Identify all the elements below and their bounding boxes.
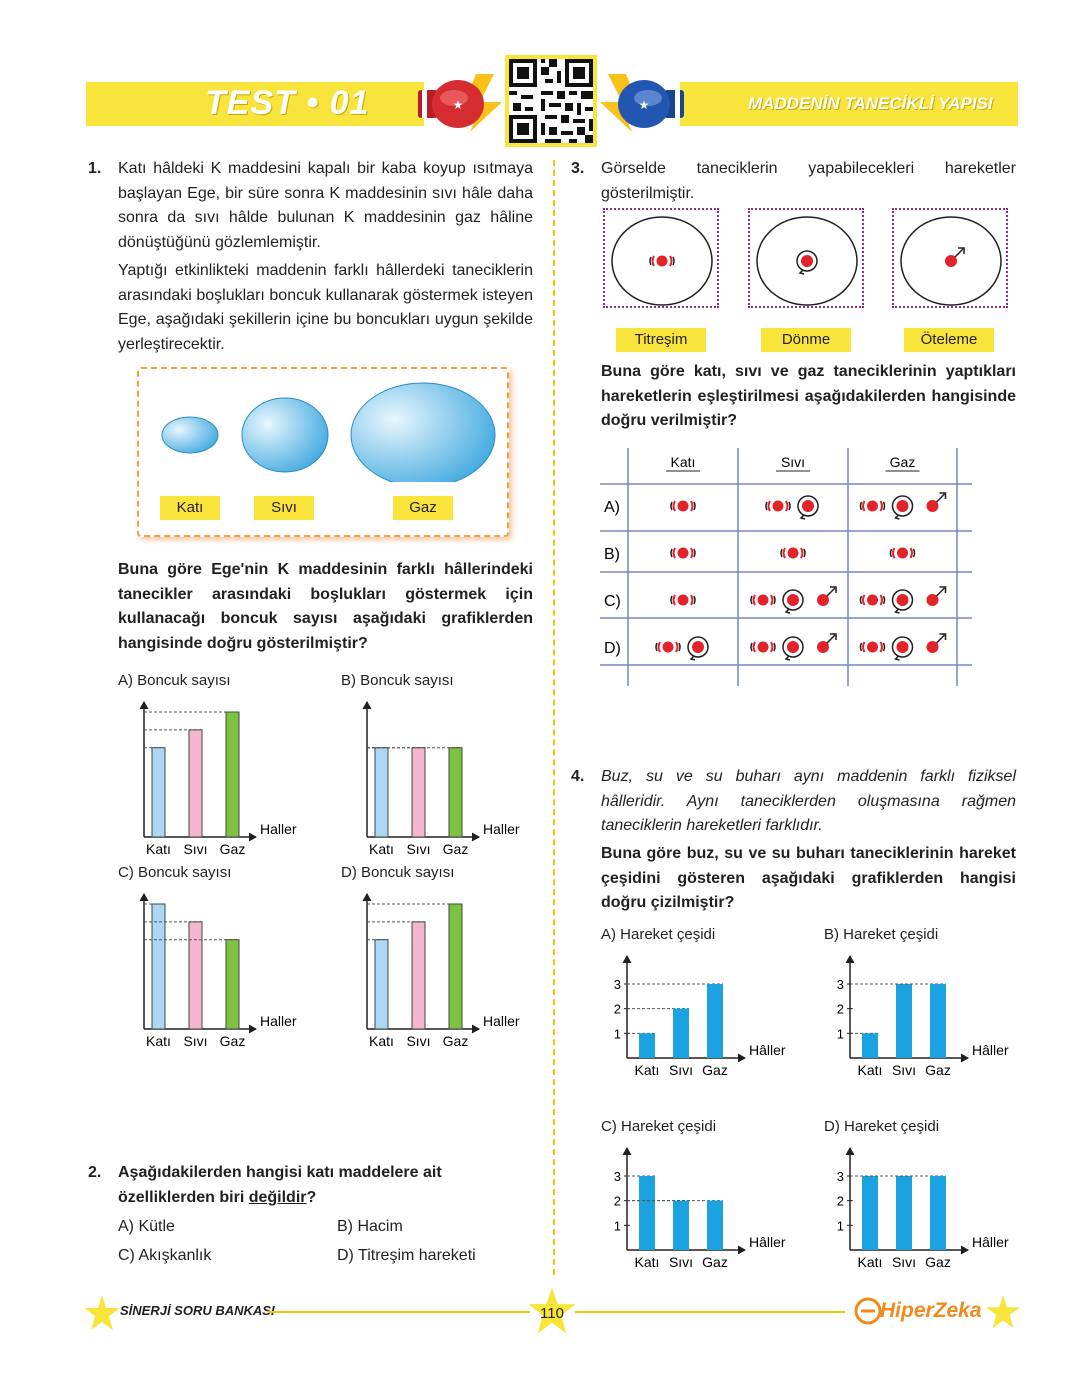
q2-question-mark: ? [306,1188,317,1206]
translation-icon [817,634,836,653]
footer-line-right [575,1311,845,1313]
rotation-icon [783,590,803,613]
x-axis-arrow [472,833,479,841]
rotation-icon [798,496,818,519]
x-axis-arrow [961,1246,968,1254]
motion-demo-rotation [750,210,862,306]
x-axis-label: Haller [483,1013,520,1029]
y-tick-label: 3 [836,977,844,992]
bar-chart-4 [601,946,811,1106]
star-left-icon [82,1293,122,1333]
chart-title-0: A) Boncuk sayısı [118,672,231,689]
chart-title-6: C) Hareket çeşidi [601,1118,717,1135]
q2-question-text: Aşağıdakilerden hangisi katı maddelere ait özelliklerden biri [118,1164,442,1206]
x-tick-label: Gaz [442,841,469,857]
y-axis-arrow [363,702,371,709]
star-right-icon [984,1293,1022,1331]
y-tick-label: 1 [613,1026,621,1042]
translation-icon [817,587,836,606]
q2-number: 2. [88,1164,102,1181]
translation-icon [927,634,946,653]
chart-title-7: D) Hareket çeşidi [824,1118,940,1135]
x-axis-label: Hâller [972,1042,1009,1058]
x-tick-label: Sıvı [668,1062,694,1078]
y-tick-label: 2 [613,1001,621,1017]
row-label-a: A) [604,499,620,516]
x-axis-label: Hâller [749,1042,786,1058]
footer-line-left [268,1311,530,1313]
motion-label-rotation: Dönme [761,328,851,352]
translation-icon [927,587,946,606]
q1-paragraph-1: Katı hâldeki K maddesini kapalı bir kaba koyup ısıtmaya başlayan Ege, bir süre sonra K maddesinin sıvı hâle daha sonra da sıvı hâlde bulunan K maddesinin gaz hâline dönüştüğünü gözlemlemiştir. [118,160,533,251]
y-tick-label: 2 [613,1193,621,1209]
row-label-b: B) [604,546,620,563]
bar-katı [862,1033,878,1058]
y-tick-label: 2 [836,1001,844,1017]
x-tick-label: Katı [634,1062,660,1078]
x-tick-label: Sıvı [891,1062,917,1078]
y-axis-arrow [846,1148,854,1155]
y-tick-label: 3 [613,977,621,992]
y-axis-arrow [140,894,148,901]
y-axis-arrow [846,956,854,963]
bar-katı [375,748,388,837]
y-tick-label: 1 [836,1026,844,1042]
brand-logo-icon [853,1296,883,1326]
bar-gaz [930,1176,946,1250]
bar-katı [152,904,165,1029]
bar-gaz [449,904,462,1029]
y-tick-label: 1 [836,1218,844,1234]
x-tick-label: Sıvı [891,1254,917,1270]
bar-chart-0 [118,692,318,862]
chart-title-2: C) Boncuk sayısı [118,864,232,881]
shape-label-gas: Gaz [393,496,453,520]
motion-box-vibration [603,208,719,308]
vibration-icon [671,548,695,559]
bar-sıvı [673,1201,689,1250]
table-header: Katı [670,454,696,470]
x-tick-label: Katı [369,841,394,857]
bar-chart-2 [118,884,318,1054]
bar-sıvı [896,1176,912,1250]
bar-katı [375,940,388,1029]
x-tick-label: Gaz [442,1033,469,1049]
bar-chart-1 [341,692,541,862]
shape-label-liquid: Sıvı [254,496,314,520]
motion-box-translation [892,208,1008,308]
q3-number: 3. [571,160,585,177]
q1-question: Buna göre Ege'nin K maddesinin farklı hâllerindeki tanecikler arasındaki boşlukları göstermek için kullanacağı boncuk sayısı aşağıdaki grafiklerden hangisinde doğru gösterilmiştir? [118,561,533,652]
q3-answer-table [600,446,975,688]
bar-chart-7 [824,1138,1034,1298]
q1-paragraph-2: Yaptığı etkinlikteki maddenin farklı hâllerdeki taneciklerin arasındaki boşlukları boncuk kullanarak göstermek isteyen Ege, aşağıdaki şekillerin içine bu boncukları uygun şekilde yerleştirecektir. [118,262,533,353]
q2-option-a[interactable]: A) Kütle [118,1218,175,1235]
qr-code-icon [509,59,593,143]
x-tick-label: Katı [369,1033,394,1049]
x-tick-label: Katı [146,841,171,857]
vibration-icon [751,595,775,606]
x-tick-label: Gaz [702,1254,728,1270]
q2-negation: değildir [248,1188,307,1206]
x-axis-label: Haller [260,1013,297,1029]
y-tick-label: 2 [836,1193,844,1209]
bar-gaz [930,984,946,1058]
rotation-icon [783,637,803,660]
bar-katı [639,1033,655,1058]
vibration-icon [891,548,915,559]
y-axis-arrow [363,894,371,901]
svg-text:★: ★ [452,98,464,112]
rotation-icon [688,637,708,660]
x-tick-label: Sıvı [668,1254,694,1270]
vibration-icon [671,501,695,512]
topic-title: MADDENİN TANECİKLİ YAPISI [748,94,993,113]
x-axis-label: Hâller [749,1234,786,1250]
y-axis-arrow [623,956,631,963]
test-title: TEST • 01 [205,84,370,122]
bar-gaz [226,940,239,1029]
q2-question [118,1161,538,1210]
bar-gaz [449,748,462,837]
x-tick-label: Sıvı [183,841,208,857]
series-name: SİNERJİ SORU BANKASI [120,1303,275,1318]
x-axis-arrow [738,1054,745,1062]
q2-option-d[interactable]: D) Titreşim hareketi [337,1247,476,1264]
x-tick-label: Katı [634,1254,660,1270]
rotation-icon [893,496,913,519]
x-tick-label: Gaz [219,841,246,857]
vibration-icon [861,501,885,512]
rotation-icon [893,590,913,613]
x-axis-arrow [249,1025,256,1033]
x-tick-label: Sıvı [406,841,431,857]
motion-label-vibration: Titreşim [616,328,706,352]
bar-gaz [226,712,239,837]
liquid-shape [242,398,328,472]
y-axis-arrow [623,1148,631,1155]
motion-demo-vibration [605,210,717,306]
bar-katı [639,1176,655,1250]
motion-demo-translation [894,210,1006,306]
q2-option-c[interactable]: C) Akışkanlık [118,1247,212,1264]
red-boxing-glove-icon [416,72,508,134]
qr-code[interactable] [505,55,597,147]
x-tick-label: Gaz [219,1033,246,1049]
shape-label-solid: Katı [160,496,220,520]
chart-title-5: B) Hareket çeşidi [824,926,939,943]
x-axis-arrow [961,1054,968,1062]
chart-title-3: D) Boncuk sayısı [341,864,455,881]
q3-intro: Görselde taneciklerin yapabilecekleri hareketler gösterilmiştir. [601,160,1016,202]
bar-sıvı [412,748,425,837]
bar-sıvı [412,922,425,1029]
vibration-icon [751,642,775,653]
bar-chart-5 [824,946,1034,1106]
q1-number: 1. [88,160,102,177]
x-axis-arrow [738,1246,745,1254]
rotation-icon [893,637,913,660]
chart-title-4: A) Hareket çeşidi [601,926,716,943]
vibration-icon [671,595,695,606]
solid-shape [162,417,218,453]
y-tick-label: 1 [613,1218,621,1234]
bar-gaz [707,1201,723,1250]
bead-shapes [140,372,502,482]
row-label-c: C) [604,593,621,610]
bar-sıvı [896,984,912,1058]
vibration-icon [781,548,805,559]
x-axis-arrow [472,1025,479,1033]
vibration-icon [766,501,790,512]
q4-number: 4. [571,768,585,785]
bar-sıvı [673,1009,689,1058]
y-axis-arrow [140,702,148,709]
bar-katı [152,748,165,837]
bar-chart-6 [601,1138,811,1298]
vibration-icon [861,642,885,653]
page-number: 110 [540,1305,564,1322]
q2-option-b[interactable]: B) Hacim [337,1218,403,1235]
x-tick-label: Katı [857,1062,883,1078]
x-tick-label: Sıvı [183,1033,208,1049]
table-header: Sıvı [780,454,806,470]
q4-intro: Buz, su ve su buharı aynı maddenin farklı fiziksel hâlleridir. Aynı taneciklerden oluşmasına rağmen taneciklerin hareketleri farklıdır. [601,768,1016,834]
y-tick-label: 3 [613,1169,621,1184]
x-tick-label: Gaz [925,1254,951,1270]
bar-katı [862,1176,878,1250]
x-tick-label: Gaz [925,1062,951,1078]
bar-sıvı [189,730,202,837]
vibration-icon [861,595,885,606]
x-tick-label: Gaz [702,1062,728,1078]
x-axis-label: Haller [260,821,297,837]
blue-boxing-glove-icon [594,72,686,134]
motion-label-translation: Öteleme [904,328,994,352]
translation-icon [927,493,946,512]
x-axis-label: Haller [483,821,520,837]
q4-question: Buna göre buz, su ve su buharı taneciklerinin hareket çeşidini gösteren aşağıdaki grafiklerden hangisi doğru çizilmiştir? [601,845,1016,911]
motion-box-rotation [748,208,864,308]
table-header: Gaz [889,454,916,470]
x-tick-label: Katı [146,1033,171,1049]
row-label-d: D) [604,640,621,657]
x-axis-label: Hâller [972,1234,1009,1250]
q3-question: Buna göre katı, sıvı ve gaz taneciklerinin yaptıkları hareketlerin eşleştirilmesi aşağıdakilerden hangisinde doğru verilmiştir? [601,363,1016,429]
x-tick-label: Sıvı [406,1033,431,1049]
brand-name: HiperZeka [880,1299,982,1322]
x-axis-arrow [249,833,256,841]
bar-chart-3 [341,884,541,1054]
chart-title-1: B) Boncuk sayısı [341,672,454,689]
y-tick-label: 3 [836,1169,844,1184]
vibration-icon [656,642,680,653]
gas-shape [351,383,495,482]
column-divider [553,160,555,1275]
bar-gaz [707,984,723,1058]
svg-text:★: ★ [638,98,650,112]
bar-sıvı [189,922,202,1029]
x-tick-label: Katı [857,1254,883,1270]
